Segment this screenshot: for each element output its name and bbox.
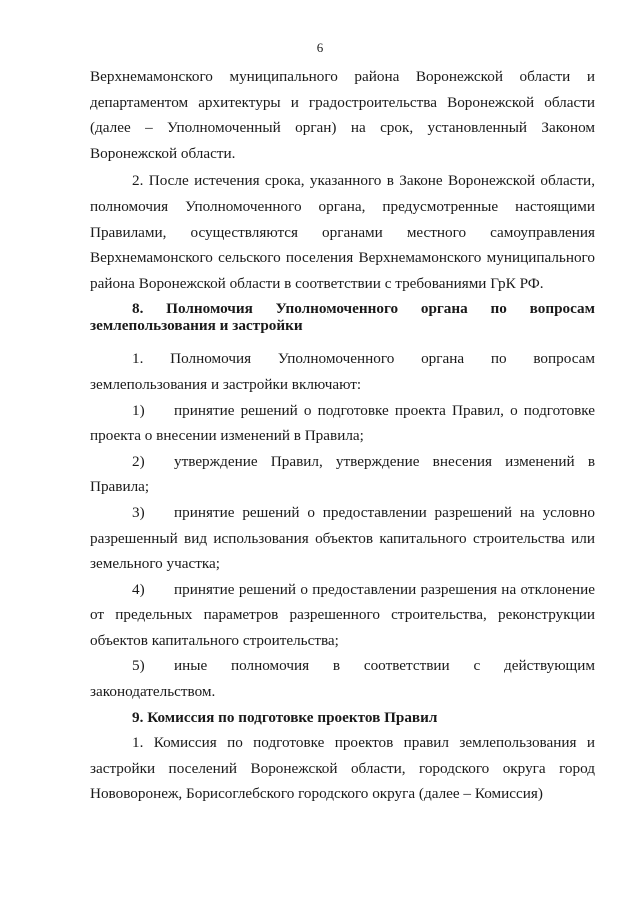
section-9-heading: 9. Комиссия по подготовке проектов Правил [132, 708, 438, 726]
list-item-number: 2) [132, 452, 145, 470]
paragraph-8-1: 1. Полномочия Уполномоченного органа по вопросам землепользования и застройки включают: [90, 350, 595, 393]
section-8-heading-line2: землепользования и застройки [90, 317, 303, 335]
list-item [90, 653, 595, 704]
heading-word: вопросам [529, 300, 595, 318]
list-item [90, 500, 595, 577]
paragraph-9-1: 1. Комиссия по подготовке проектов правил землепользования и застройки поселений Воронежской области, городского округа город Нововоронеж, Борисоглебского городского округа (далее – Комиссия) [90, 734, 595, 803]
heading-word: органа [420, 300, 468, 318]
heading-word: по [490, 300, 507, 318]
list-item-text: утверждение Правил, утверждение внесения изменений в Правила; [90, 452, 595, 496]
list-item-number: 3) [132, 503, 145, 521]
list-item-text: принятие решений о подготовке проекта Правил, о подготовке проекта о внесении изменений в Правила; [90, 401, 595, 445]
list-item [90, 449, 595, 500]
list-item-text: принятие решений о предоставлении разрешения на отклонение от предельных параметров разрешенного строительства, реконструкции объектов капитального строительства; [90, 580, 595, 649]
heading-word: Уполномоченного [275, 300, 399, 318]
list-item-number: 1) [132, 401, 145, 419]
list-item-number: 4) [132, 580, 145, 598]
list-item [90, 577, 595, 654]
heading-word: 8. [132, 300, 144, 318]
section-8-heading-line1 [90, 300, 595, 317]
paragraph-item-2: 2. После истечения срока, указанного в Законе Воронежской области, полномочия Уполномоченного органа, предусмотренные настоящими Правилами, осуществляются органами местного самоуправления Верхнемамонского сельского поселения Верхнемамонского муниципального района Воронежской области в соответствии с требованиями ГрК РФ. [90, 172, 595, 292]
list-item-text: иные полномочия в соответствии с действующим законодательством. [90, 657, 595, 701]
list-item [90, 398, 595, 449]
paragraph-continuation: Верхнемамонского муниципального района Воронежской области и департаментом архитектуры и градостроительства Воронежской области (далее – Уполномоченный орган) на срок, установленный Законом Воронежской области. [90, 68, 595, 162]
page-number: 6 [316, 40, 324, 55]
heading-word: Полномочия [166, 300, 253, 318]
list-item-number: 5) [132, 657, 145, 675]
document-body [90, 64, 595, 807]
list-item-text: принятие решений о предоставлении разрешений на условно разрешенный вид использования объектов капитального строительства или земельного участка; [90, 503, 595, 573]
